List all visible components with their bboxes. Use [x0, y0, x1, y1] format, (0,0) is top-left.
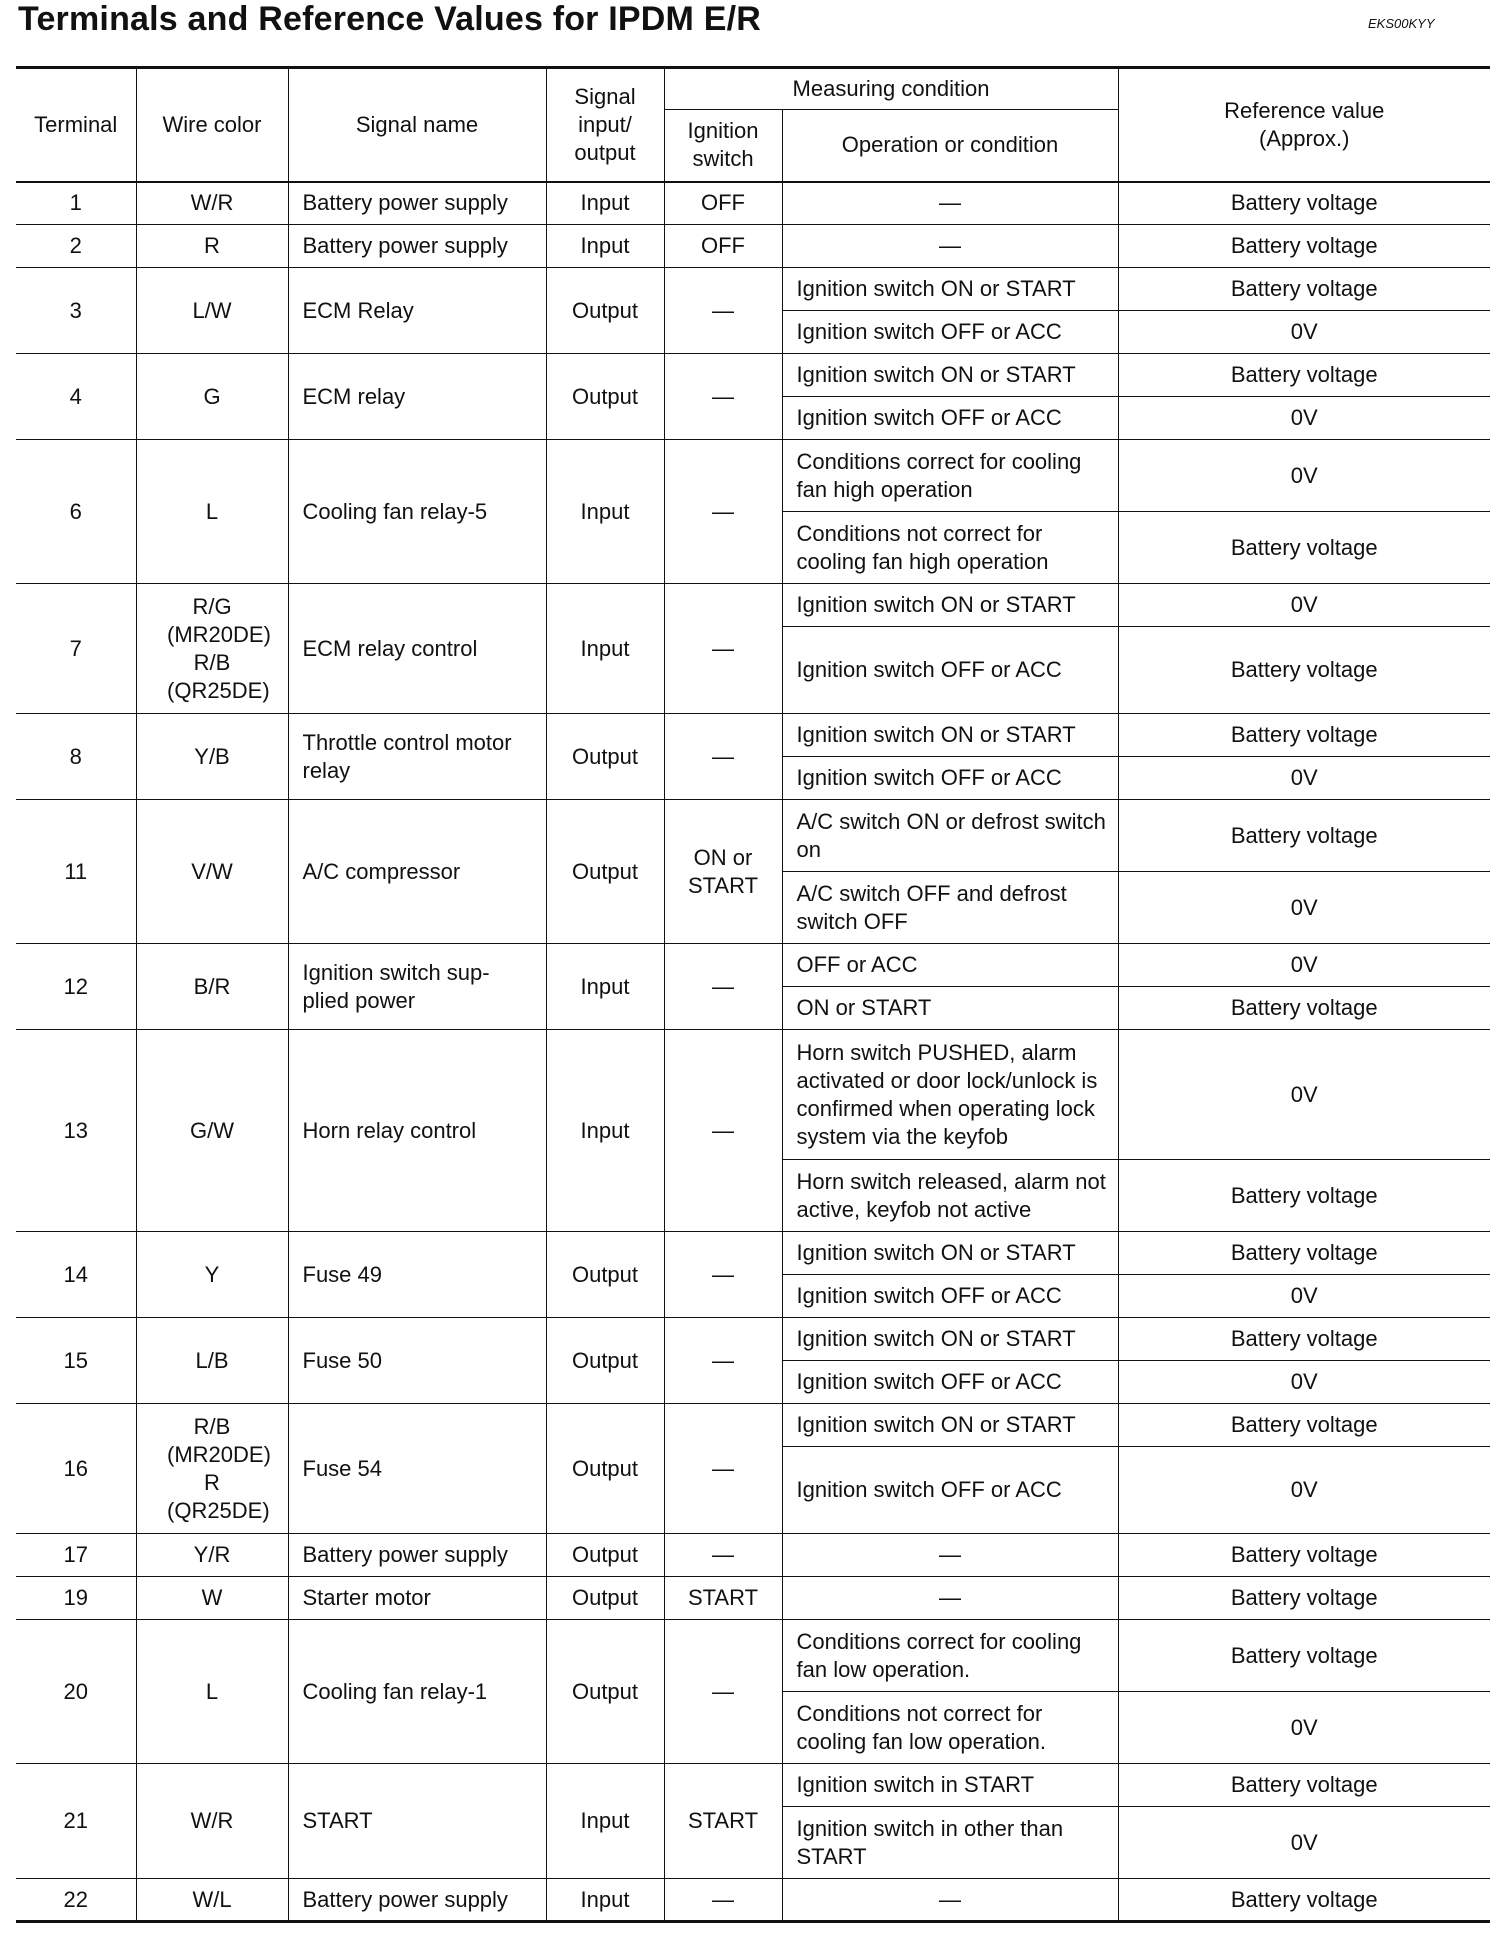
table-row [16, 1318, 1490, 1361]
terminal-cell: 14 [16, 1232, 136, 1318]
reference-value-cell: 0V [1118, 584, 1490, 627]
operation-condition-cell: Ignition switch OFF or ACC [782, 757, 1118, 800]
wire-color-cell: B/R [136, 944, 288, 1030]
terminal-cell: 3 [16, 268, 136, 354]
signal-io-cell: Output [546, 268, 664, 354]
table-row [16, 584, 1490, 627]
ignition-switch-cell: — [664, 944, 782, 1030]
reference-value-cell: Battery voltage [1118, 354, 1490, 397]
operation-condition-cell: Conditions correct for cooling fan low operation. [782, 1620, 1118, 1692]
operation-condition-cell: Ignition switch ON or START [782, 1404, 1118, 1447]
terminal-cell: 13 [16, 1030, 136, 1232]
terminals-table [16, 66, 1490, 1923]
signal-io-cell: Input [546, 584, 664, 714]
reference-value-cell: 0V [1118, 944, 1490, 987]
operation-condition-cell: Ignition switch in other than START [782, 1807, 1118, 1879]
table-row [16, 1534, 1490, 1577]
signal-name-cell: Throttle control motor relay [288, 714, 546, 800]
signal-name-cell: START [288, 1764, 546, 1879]
signal-name-cell: Cooling fan relay-1 [288, 1620, 546, 1764]
header-operation: Operation or condition [782, 110, 1118, 182]
wire-color-cell: Y/R [136, 1534, 288, 1577]
operation-condition-cell: Ignition switch ON or START [782, 1318, 1118, 1361]
ignition-switch-cell: START [664, 1764, 782, 1879]
table-row [16, 268, 1490, 311]
terminal-cell: 20 [16, 1620, 136, 1764]
signal-io-cell: Output [546, 1318, 664, 1404]
table-row [16, 225, 1490, 268]
signal-name-cell: Battery power supply [288, 1879, 546, 1922]
terminal-cell: 4 [16, 354, 136, 440]
wire-color-cell: G/W [136, 1030, 288, 1232]
reference-value-cell: 0V [1118, 1447, 1490, 1534]
ignition-switch-cell: OFF [664, 225, 782, 268]
ignition-switch-cell: — [664, 1620, 782, 1764]
signal-io-cell: Input [546, 440, 664, 584]
signal-io-cell: Input [546, 1879, 664, 1922]
ignition-switch-cell: — [664, 1232, 782, 1318]
table-row [16, 944, 1490, 987]
signal-name-cell: Battery power supply [288, 225, 546, 268]
wire-color-cell: W/R [136, 182, 288, 225]
reference-value-cell: Battery voltage [1118, 627, 1490, 714]
terminal-cell: 6 [16, 440, 136, 584]
signal-io-cell: Input [546, 1764, 664, 1879]
table-row [16, 1404, 1490, 1447]
operation-condition-cell: — [782, 182, 1118, 225]
terminal-cell: 12 [16, 944, 136, 1030]
signal-io-cell: Output [546, 1620, 664, 1764]
reference-value-cell: 0V [1118, 1275, 1490, 1318]
document-code: EKS00KYY [1368, 16, 1435, 31]
operation-condition-cell: Ignition switch OFF or ACC [782, 397, 1118, 440]
header-reference-value: Reference value (Approx.) [1118, 68, 1490, 182]
ignition-switch-cell: — [664, 1534, 782, 1577]
terminal-cell: 16 [16, 1404, 136, 1534]
terminal-cell: 11 [16, 800, 136, 944]
reference-value-cell: Battery voltage [1118, 268, 1490, 311]
reference-value-cell: 0V [1118, 1692, 1490, 1764]
table-row [16, 1879, 1490, 1922]
operation-condition-cell: Conditions not correct for cooling fan high operation [782, 512, 1118, 584]
operation-condition-cell: Ignition switch OFF or ACC [782, 311, 1118, 354]
table-row [16, 1030, 1490, 1160]
operation-condition-cell: — [782, 225, 1118, 268]
operation-condition-cell: Ignition switch ON or START [782, 1232, 1118, 1275]
header-ignition-switch: Ignition switch [664, 110, 782, 182]
ignition-switch-cell: — [664, 584, 782, 714]
reference-value-cell: Battery voltage [1118, 1620, 1490, 1692]
terminal-cell: 8 [16, 714, 136, 800]
header-wire-color: Wire color [136, 68, 288, 182]
signal-name-cell: Horn relay control [288, 1030, 546, 1232]
table-row [16, 1232, 1490, 1275]
signal-io-cell: Input [546, 225, 664, 268]
signal-io-cell: Output [546, 800, 664, 944]
ignition-switch-cell: — [664, 1879, 782, 1922]
terminal-cell: 7 [16, 584, 136, 714]
operation-condition-cell: A/C switch ON or defrost switch on [782, 800, 1118, 872]
operation-condition-cell: — [782, 1577, 1118, 1620]
table-row [16, 1620, 1490, 1692]
reference-value-cell: Battery voltage [1118, 225, 1490, 268]
table-row [16, 714, 1490, 757]
terminal-cell: 2 [16, 225, 136, 268]
ignition-switch-cell: — [664, 440, 782, 584]
wire-color-cell: W/L [136, 1879, 288, 1922]
operation-condition-cell: Conditions not correct for cooling fan low operation. [782, 1692, 1118, 1764]
reference-value-cell: Battery voltage [1118, 1879, 1490, 1922]
operation-condition-cell: Conditions correct for cooling fan high operation [782, 440, 1118, 512]
wire-color-cell: L [136, 440, 288, 584]
wire-color-cell: W [136, 1577, 288, 1620]
operation-condition-cell: Ignition switch ON or START [782, 714, 1118, 757]
reference-value-cell: Battery voltage [1118, 182, 1490, 225]
ignition-switch-cell: — [664, 268, 782, 354]
reference-value-cell: 0V [1118, 397, 1490, 440]
signal-name-cell: Fuse 54 [288, 1404, 546, 1534]
signal-name-cell: Ignition switch sup-plied power [288, 944, 546, 1030]
wire-color-cell: R/G (MR20DE) R/B (QR25DE) [136, 584, 288, 714]
operation-condition-cell: Ignition switch OFF or ACC [782, 1361, 1118, 1404]
signal-io-cell: Input [546, 182, 664, 225]
ignition-switch-cell: — [664, 714, 782, 800]
operation-condition-cell: A/C switch OFF and defrost switch OFF [782, 872, 1118, 944]
table-row [16, 182, 1490, 225]
signal-io-cell: Output [546, 1404, 664, 1534]
signal-io-cell: Output [546, 354, 664, 440]
signal-name-cell: Fuse 50 [288, 1318, 546, 1404]
terminal-cell: 19 [16, 1577, 136, 1620]
signal-name-cell: ECM relay control [288, 584, 546, 714]
ignition-switch-cell: — [664, 1030, 782, 1232]
header-measuring-condition: Measuring condition [664, 68, 1118, 110]
table-row [16, 800, 1490, 872]
reference-value-cell: Battery voltage [1118, 1404, 1490, 1447]
header-terminal: Terminal [16, 68, 136, 182]
wire-color-cell: L/B [136, 1318, 288, 1404]
operation-condition-cell: Ignition switch ON or START [782, 584, 1118, 627]
header-signal-io: Signal input/ output [546, 68, 664, 182]
operation-condition-cell: Ignition switch ON or START [782, 268, 1118, 311]
signal-io-cell: Output [546, 1232, 664, 1318]
signal-io-cell: Output [546, 1534, 664, 1577]
wire-color-cell: G [136, 354, 288, 440]
terminal-cell: 17 [16, 1534, 136, 1577]
ignition-switch-cell: — [664, 1404, 782, 1534]
signal-name-cell: ECM relay [288, 354, 546, 440]
wire-color-cell: V/W [136, 800, 288, 944]
terminal-cell: 1 [16, 182, 136, 225]
operation-condition-cell: Ignition switch in START [782, 1764, 1118, 1807]
operation-condition-cell: OFF or ACC [782, 944, 1118, 987]
reference-value-cell: Battery voltage [1118, 1534, 1490, 1577]
reference-value-cell: 0V [1118, 872, 1490, 944]
wire-color-cell: Y [136, 1232, 288, 1318]
reference-value-cell: 0V [1118, 440, 1490, 512]
reference-value-cell: Battery voltage [1118, 987, 1490, 1030]
reference-value-cell: 0V [1118, 757, 1490, 800]
signal-name-cell: ECM Relay [288, 268, 546, 354]
operation-condition-cell: — [782, 1534, 1118, 1577]
operation-condition-cell: Ignition switch ON or START [782, 354, 1118, 397]
signal-name-cell: A/C compressor [288, 800, 546, 944]
ignition-switch-cell: START [664, 1577, 782, 1620]
table-row [16, 354, 1490, 397]
ignition-switch-cell: ON or START [664, 800, 782, 944]
wire-color-cell: Y/B [136, 714, 288, 800]
ignition-switch-cell: — [664, 1318, 782, 1404]
operation-condition-cell: Ignition switch OFF or ACC [782, 1447, 1118, 1534]
signal-name-cell: Fuse 49 [288, 1232, 546, 1318]
table-row [16, 440, 1490, 512]
signal-name-cell: Starter motor [288, 1577, 546, 1620]
reference-value-cell: Battery voltage [1118, 1318, 1490, 1361]
ignition-switch-cell: — [664, 354, 782, 440]
signal-io-cell: Output [546, 1577, 664, 1620]
reference-value-cell: 0V [1118, 1030, 1490, 1160]
operation-condition-cell: Horn switch PUSHED, alarm activated or door lock/unlock is confirmed when operating lock system via the keyfob [782, 1030, 1118, 1160]
header-signal-name: Signal name [288, 68, 546, 182]
reference-value-cell: Battery voltage [1118, 800, 1490, 872]
reference-value-cell: Battery voltage [1118, 714, 1490, 757]
signal-io-cell: Output [546, 714, 664, 800]
reference-value-cell: 0V [1118, 311, 1490, 354]
reference-value-cell: Battery voltage [1118, 512, 1490, 584]
page-title: Terminals and Reference Values for IPDM E/R [18, 0, 761, 38]
reference-value-cell: Battery voltage [1118, 1577, 1490, 1620]
wire-color-cell: L/W [136, 268, 288, 354]
ignition-switch-cell: OFF [664, 182, 782, 225]
signal-name-cell: Cooling fan relay-5 [288, 440, 546, 584]
operation-condition-cell: — [782, 1879, 1118, 1922]
reference-value-cell: 0V [1118, 1361, 1490, 1404]
wire-color-cell: R/B (MR20DE) R (QR25DE) [136, 1404, 288, 1534]
table-row [16, 1577, 1490, 1620]
wire-color-cell: W/R [136, 1764, 288, 1879]
reference-value-cell: Battery voltage [1118, 1232, 1490, 1275]
signal-io-cell: Input [546, 944, 664, 1030]
wire-color-cell: R [136, 225, 288, 268]
operation-condition-cell: Horn switch released, alarm not active, keyfob not active [782, 1160, 1118, 1232]
signal-name-cell: Battery power supply [288, 182, 546, 225]
reference-value-cell: Battery voltage [1118, 1764, 1490, 1807]
terminal-cell: 22 [16, 1879, 136, 1922]
operation-condition-cell: Ignition switch OFF or ACC [782, 1275, 1118, 1318]
terminal-cell: 15 [16, 1318, 136, 1404]
table-row [16, 1764, 1490, 1807]
terminal-cell: 21 [16, 1764, 136, 1879]
operation-condition-cell: Ignition switch OFF or ACC [782, 627, 1118, 714]
reference-value-cell: Battery voltage [1118, 1160, 1490, 1232]
signal-io-cell: Input [546, 1030, 664, 1232]
operation-condition-cell: ON or START [782, 987, 1118, 1030]
wire-color-cell: L [136, 1620, 288, 1764]
signal-name-cell: Battery power supply [288, 1534, 546, 1577]
reference-value-cell: 0V [1118, 1807, 1490, 1879]
